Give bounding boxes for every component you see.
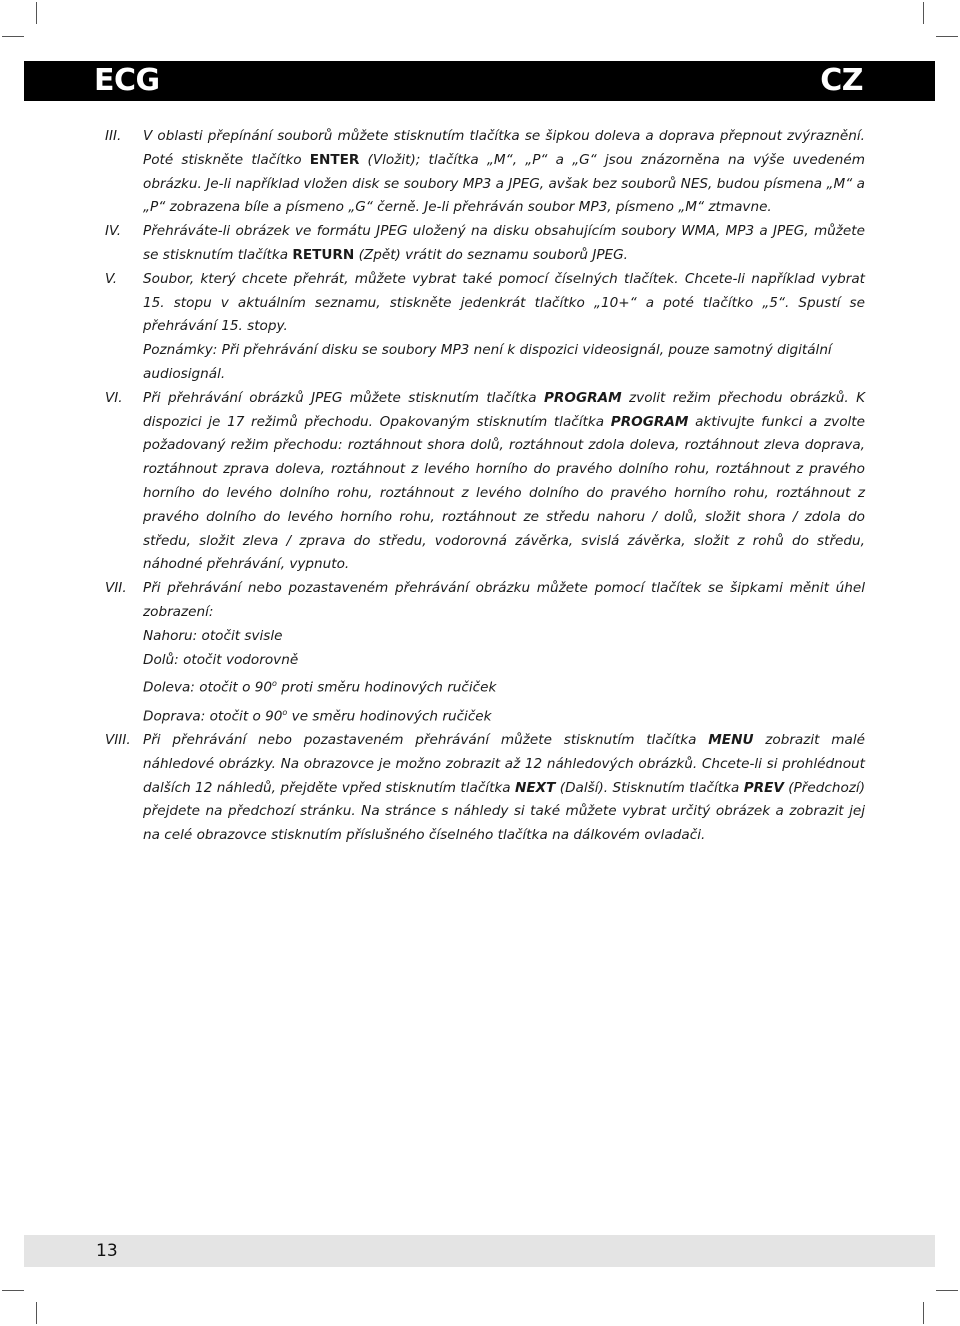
item-text: Při přehrávání obrázků JPEG můžete stisknutím tlačítka PROGRAM zvolit režim přechodu obrázků. K dispozici je 17 režimů přechodu. Opakovaným stisknutím tlačítka PROGRAM aktivujte funkci a zvolte požadovaný režim přechodu: roztáhnout shora dolů, roztáhnout zdola doleva, roztáhnout zleva doprava, roztáhnout zprava doleva, roztáhnout z levého horního do pravého dolního rohu, roztáhnout z pravého horního do levého dolního rohu, roztáhnout z levého dolního do pravého horního rohu, roztáhnout z pravého dolního do levého horního rohu, roztáhnout ze středu nahoru / dolů, složit shora / zdola do středu, složit zleva / zprava do středu, vodorovná závěrka, svislá závěrka, složit z rohů do středu, náhodné přehrávání, vypnuto.: [143, 389, 865, 573]
item-number: VI.: [105, 389, 123, 406]
crop-mark: [2, 36, 24, 37]
instruction-item-viii: [105, 729, 865, 848]
crop-mark: [36, 2, 37, 24]
instruction-item-v: [105, 268, 865, 339]
item-number: VII.: [105, 580, 127, 597]
crop-mark: [2, 1290, 24, 1291]
crop-mark: [923, 1302, 924, 1324]
page-number: 13: [96, 1241, 118, 1261]
item-number: IV.: [105, 223, 122, 240]
rotation-option-up: Nahoru: otočit svisle: [143, 627, 283, 644]
instruction-item-vii: [105, 577, 865, 625]
note-text: Poznámky: Při přehrávání disku se soubory MP3 není k dispozici videosignál, pouze samotný digitální audiosignál.: [143, 342, 832, 382]
rotation-option-right: Doprava: otočit o 90$^o$ ve směru hodinových ručiček: [143, 707, 492, 725]
crop-mark: [936, 36, 958, 37]
item-text: Soubor, který chcete přehrát, můžete vybrat také pomocí číselných tlačítek. Chcete-li například vybrat 15. stopu v aktuálním seznamu, stiskněte jedenkrát tlačítko „10+“ a poté tlačítko „5“. Spustí se přehrávání 15. stopy.: [143, 270, 865, 335]
item-number: VIII.: [105, 731, 131, 748]
item-number: III.: [105, 128, 122, 144]
item-text: V oblasti přepínání souborů můžete stisknutím tlačítka se šipkou doleva a doprava přepnout zvýraznění. Poté stiskněte tlačítko ENTER (Vložit); tlačítka „M“, „P“ a „G“ jsou znázorněna na výše uvedeném obrázku. Je-li například vložen disk se soubory MP3 a JPEG, avšak bez souborů NES, budou písmena „M“ a „P“ zobrazena bíle a písmeno „G“ černě. Je-li přehráván soubor MP3, písmeno „M“ ztmavne.: [143, 128, 865, 216]
item-number: V.: [105, 270, 118, 287]
rotation-option-down: Dolů: otočit vodorovně: [143, 651, 299, 668]
rotation-option-left: Doleva: otočit o 90$^o$ proti směru hodinových ručiček: [143, 679, 497, 696]
crop-mark: [36, 1302, 37, 1324]
crop-mark: [936, 1290, 958, 1291]
instruction-item-iv: [105, 220, 865, 268]
item-text: Přehráváte-li obrázek ve formátu JPEG uložený na disku obsahujícím soubory WMA, MP3 a JPEG, můžete se stisknutím tlačítka RETURN (Zpět) vrátit do seznamu souborů JPEG.: [143, 223, 865, 263]
page-footer: [24, 1235, 935, 1267]
instruction-item-vi: [105, 387, 865, 577]
crop-mark: [923, 2, 924, 24]
item-text: Při přehrávání nebo pozastaveném přehrávání můžete stisknutím tlačítka MENU zobrazit malé náhledové obrázky. Na obrazovce je možno zobrazit až 12 náhledových obrázků. Chcete-li si prohlédnout dalších 12 náhledů, přejděte vpřed stisknutím tlačítka NEXT (Další). Stisknutím tlačítka PREV (Předchozí) přejdete na předchozí stránku. Na stránce s náhledy si také můžete vybrat určitý obrázek a zobrazit jej na celé obrazovce stisknutím příslušného číselného tlačítka na dálkovém ovladači.: [143, 731, 865, 844]
manual-content: [105, 125, 865, 848]
language-code: CZ: [820, 63, 863, 98]
instruction-item-iii: [105, 125, 865, 220]
brand-logo: ECG: [94, 63, 160, 98]
item-text: Při přehrávání nebo pozastaveném přehrávání obrázku můžete pomocí tlačítek se šipkami měnit úhel zobrazení:: [143, 580, 865, 620]
page-header: [24, 61, 935, 101]
